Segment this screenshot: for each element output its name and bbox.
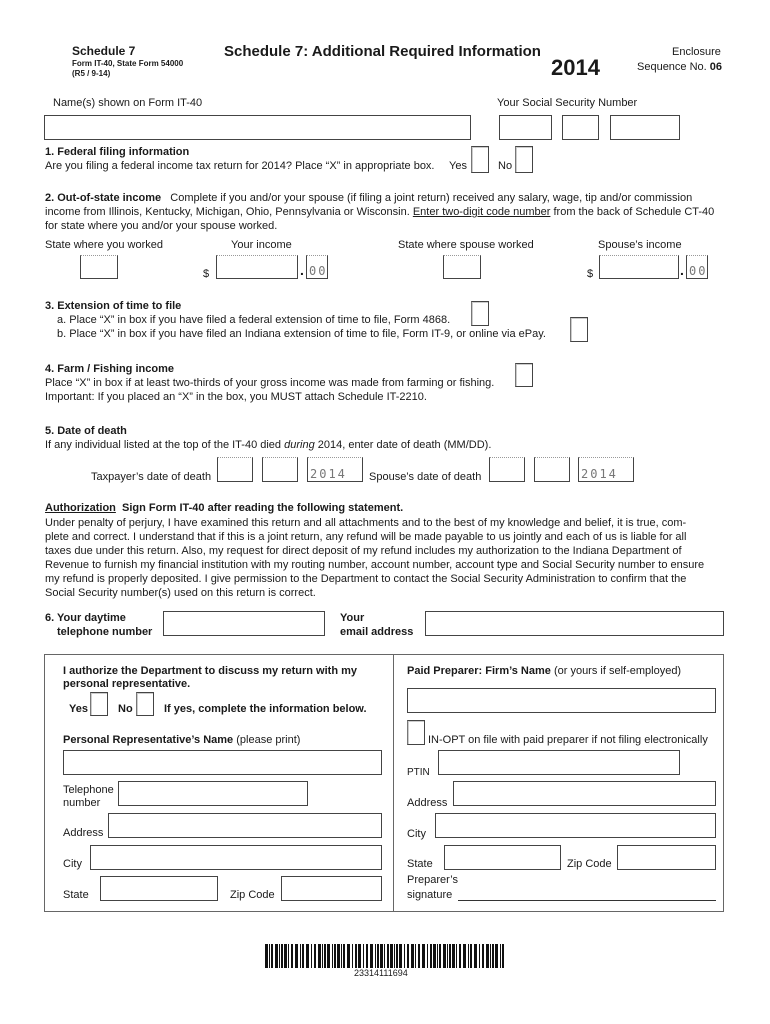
barcode-bar bbox=[490, 944, 491, 968]
authorize-line-1: I authorize the Department to discuss my return with my bbox=[63, 665, 357, 677]
barcode-bar bbox=[300, 944, 301, 968]
spouse-cents-value: 00 bbox=[689, 264, 708, 278]
rep-telephone-label-1: Telephone bbox=[63, 784, 114, 796]
authorize-line-2: personal representative. bbox=[63, 678, 191, 690]
barcode-bar bbox=[355, 944, 357, 968]
rep-no-label: No bbox=[118, 703, 133, 715]
barcode-bar bbox=[291, 944, 293, 968]
ptin-label: PTIN bbox=[407, 767, 430, 778]
rep-no-checkbox[interactable] bbox=[136, 692, 154, 716]
barcode-bar bbox=[363, 944, 364, 968]
barcode-bar bbox=[271, 944, 273, 968]
col-income-label: Your income bbox=[231, 239, 292, 251]
rep-name-field[interactable] bbox=[63, 750, 382, 775]
barcode-bar bbox=[396, 944, 398, 968]
inopt-label: IN-OPT on file with paid preparer if not filing electronically bbox=[428, 734, 708, 746]
barcode-bar bbox=[334, 944, 336, 968]
barcode-bar bbox=[281, 944, 283, 968]
spouse-dollar-sign: $ bbox=[587, 268, 594, 280]
preparer-firm-field[interactable] bbox=[407, 688, 716, 713]
section2-line2: income from Illinois, Kentucky, Michigan, Ohio, Pennsylvania or Wisconsin. Enter two-digit code number from the back of Schedule CT-40 bbox=[45, 206, 715, 218]
barcode-bar bbox=[347, 944, 350, 968]
barcode-bar bbox=[500, 944, 501, 968]
barcode-bar bbox=[443, 944, 446, 968]
preparer-zip-field[interactable] bbox=[617, 845, 716, 870]
spouse-income-field[interactable] bbox=[599, 255, 679, 279]
barcode-bar bbox=[302, 944, 304, 968]
barcode-bar bbox=[387, 944, 389, 968]
col-spouse-income-label: Spouse’s income bbox=[598, 239, 682, 251]
panel-divider bbox=[393, 654, 394, 912]
preparer-signature-label-1: Preparer’s bbox=[407, 874, 458, 886]
barcode-bar bbox=[327, 944, 330, 968]
barcode-bar bbox=[295, 944, 298, 968]
section3-b: b. Place “X” in box if you have filed an Indiana extension of time to file, Form IT-9, or online via ePay. bbox=[57, 328, 546, 340]
section1-no-label: No bbox=[498, 160, 513, 172]
barcode-bar bbox=[375, 944, 376, 968]
spouse-death-month-field[interactable] bbox=[489, 457, 525, 482]
barcode-bar bbox=[265, 944, 268, 968]
preparer-address-label: Address bbox=[407, 797, 448, 809]
section5-title: 5. Date of death bbox=[45, 425, 127, 437]
form-name: Schedule 7 bbox=[72, 44, 136, 58]
phone-label-2: telephone number bbox=[57, 626, 153, 638]
taxpayer-death-month-field[interactable] bbox=[217, 457, 253, 482]
barcode-bar bbox=[284, 944, 287, 968]
cents-value: 00 bbox=[309, 264, 328, 278]
barcode-bar bbox=[411, 944, 414, 968]
section1-yes-label: Yes bbox=[449, 160, 467, 172]
spouse-income-cents-field[interactable] bbox=[686, 255, 708, 279]
barcode-bar bbox=[404, 944, 405, 968]
enclosure-label: Enclosure bbox=[672, 46, 721, 58]
state-code-field[interactable] bbox=[80, 255, 118, 279]
barcode-bar bbox=[482, 944, 484, 968]
rep-yes-label: Yes bbox=[69, 703, 88, 715]
section3-a: a. Place “X” in box if you have filed a federal extension of time to file, Form 4868. bbox=[57, 314, 451, 326]
barcode-bar bbox=[399, 944, 402, 968]
barcode-bar bbox=[384, 944, 385, 968]
rep-yes-checkbox[interactable] bbox=[90, 692, 108, 716]
rep-if-yes: If yes, complete the information below. bbox=[164, 703, 367, 715]
farm-fishing-checkbox[interactable] bbox=[515, 363, 533, 387]
names-label: Name(s) shown on Form IT-40 bbox=[53, 97, 203, 109]
barcode-bar bbox=[479, 944, 480, 968]
taxpayer-year-value: 2014 bbox=[310, 467, 347, 481]
sequence-label: Sequence No. 06 bbox=[637, 61, 723, 73]
preparer-signature-line[interactable] bbox=[458, 900, 716, 901]
barcode-bar bbox=[322, 944, 323, 968]
preparer-zip-label: Zip Code bbox=[567, 858, 612, 870]
barcode-bar bbox=[366, 944, 368, 968]
names-field[interactable] bbox=[44, 115, 471, 140]
barcode-bar bbox=[486, 944, 489, 968]
section5-line1: If any individual listed at the top of the IT-40 died during 2014, enter date of death (MM/DD). bbox=[45, 439, 492, 451]
barcode-bar bbox=[343, 944, 345, 968]
spouse-death-day-field[interactable] bbox=[534, 457, 570, 482]
phone-label-1: 6. Your daytime bbox=[45, 612, 126, 624]
barcode-bar bbox=[459, 944, 461, 968]
barcode-bar bbox=[332, 944, 333, 968]
daytime-phone-field[interactable] bbox=[163, 611, 325, 636]
tax-year: 2014 bbox=[551, 55, 600, 80]
section1-title: 1. Federal filing information bbox=[45, 146, 190, 158]
barcode-bar bbox=[377, 944, 379, 968]
barcode-bar bbox=[306, 944, 309, 968]
ssn-field-1[interactable] bbox=[499, 115, 552, 140]
preparer-state-label: State bbox=[407, 858, 433, 870]
your-income-field[interactable] bbox=[216, 255, 298, 279]
rep-name-label: Personal Representative’s Name (please print) bbox=[63, 734, 301, 746]
email-label-1: Your bbox=[340, 612, 365, 624]
indiana-extension-checkbox[interactable] bbox=[570, 317, 588, 342]
rep-city-field[interactable] bbox=[90, 845, 382, 870]
barcode bbox=[265, 944, 505, 968]
decimal-point: . bbox=[300, 262, 304, 278]
rep-zip-field[interactable] bbox=[281, 876, 382, 901]
taxpayer-death-day-field[interactable] bbox=[262, 457, 298, 482]
col-spouse-state-label: State where spouse worked bbox=[398, 239, 534, 251]
section3-title: 3. Extension of time to file bbox=[45, 300, 182, 312]
section2-line1: 2. Out-of-state income Complete if you and/or your spouse (if filing a joint return) received any salary, wage, tip and/or commission bbox=[45, 192, 693, 204]
barcode-bar bbox=[288, 944, 289, 968]
page-title: Schedule 7: Additional Required Information bbox=[224, 43, 541, 60]
barcode-bar bbox=[390, 944, 393, 968]
ptin-field[interactable] bbox=[438, 750, 680, 775]
section2-line3: for state where you and/or your spouse worked. bbox=[45, 220, 278, 232]
rep-address-label: Address bbox=[63, 827, 104, 839]
ssn-label: Your Social Security Number bbox=[497, 97, 638, 109]
rep-telephone-field[interactable] bbox=[118, 781, 308, 806]
barcode-bar bbox=[314, 944, 316, 968]
spouse-decimal-point: . bbox=[680, 262, 684, 278]
preparer-address-field[interactable] bbox=[453, 781, 716, 806]
rep-state-label: State bbox=[63, 889, 89, 901]
barcode-bar bbox=[474, 944, 477, 968]
barcode-number: 23314111694 bbox=[354, 968, 408, 978]
barcode-bar bbox=[495, 944, 498, 968]
federal-filing-yes-checkbox[interactable] bbox=[471, 146, 489, 173]
barcode-bar bbox=[447, 944, 448, 968]
inopt-checkbox[interactable] bbox=[407, 720, 425, 745]
barcode-bar bbox=[430, 944, 432, 968]
barcode-bar bbox=[394, 944, 395, 968]
preparer-state-field[interactable] bbox=[444, 845, 561, 870]
barcode-bar bbox=[337, 944, 340, 968]
barcode-bar bbox=[433, 944, 436, 968]
form-revision: (R5 / 9-14) bbox=[72, 69, 111, 78]
barcode-bar bbox=[324, 944, 326, 968]
preparer-signature-label-2: signature bbox=[407, 889, 453, 901]
your-income-cents-field[interactable] bbox=[306, 255, 328, 279]
barcode-bar bbox=[279, 944, 280, 968]
rep-address-field[interactable] bbox=[108, 813, 382, 838]
barcode-bar bbox=[468, 944, 469, 968]
taxpayer-death-year-field[interactable] bbox=[307, 457, 363, 482]
section4-title: 4. Farm / Fishing income bbox=[45, 363, 174, 375]
barcode-bar bbox=[463, 944, 466, 968]
barcode-bar bbox=[415, 944, 416, 968]
form-number: Form IT-40, State Form 54000 bbox=[72, 59, 184, 68]
spouse-death-label: Spouse’s date of death bbox=[369, 471, 482, 483]
email-field[interactable] bbox=[425, 611, 724, 636]
section4-line2: Important: If you placed an “X” in the box, you MUST attach Schedule IT-2210. bbox=[45, 391, 427, 403]
barcode-bar bbox=[269, 944, 270, 968]
barcode-bar bbox=[407, 944, 409, 968]
preparer-city-field[interactable] bbox=[435, 813, 716, 838]
authorization-heading: Authorization Sign Form IT-40 after reading the following statement. bbox=[45, 502, 404, 514]
barcode-bar bbox=[422, 944, 425, 968]
barcode-bar bbox=[439, 944, 441, 968]
barcode-bar bbox=[311, 944, 312, 968]
barcode-bar bbox=[370, 944, 373, 968]
barcode-bar bbox=[341, 944, 342, 968]
taxpayer-death-label: Taxpayer’s date of death bbox=[91, 471, 212, 483]
barcode-bar bbox=[318, 944, 321, 968]
barcode-bar bbox=[449, 944, 451, 968]
email-label-2: email address bbox=[340, 626, 414, 638]
section4-line1: Place “X” in box if at least two-thirds of your gross income was made from farming or fishing. bbox=[45, 377, 495, 389]
barcode-bar bbox=[275, 944, 278, 968]
rep-telephone-label-2: number bbox=[63, 797, 101, 809]
barcode-bar bbox=[427, 944, 428, 968]
federal-extension-checkbox[interactable] bbox=[471, 301, 489, 326]
preparer-firm-label: Paid Preparer: Firm’s Name (or yours if self-employed) bbox=[407, 665, 682, 677]
barcode-bar bbox=[502, 944, 504, 968]
ssn-field-2[interactable] bbox=[562, 115, 599, 140]
barcode-bar bbox=[470, 944, 472, 968]
authorization-statement: Under penalty of perjury, I have examined this return and all attachments and to the best of my knowledge and belief, it is true, com- plete and correct. I understand that if this is a joint return, any refund will be made payable to us jointly and each of us is liable for all taxes due under this return. Also, my request for direct deposit of my refund includes my authorization to the Indiana Department of Revenue to furnish my financial institution with my routing number, account number, account type and Social Security number to ensure my refund is properly deposited. I give permission to the Department to contact the Social Security Administration to confirm that the Social Security number(s) used on this return is correct. bbox=[45, 517, 705, 599]
barcode-bar bbox=[352, 944, 353, 968]
rep-city-label: City bbox=[63, 858, 82, 870]
barcode-bar bbox=[456, 944, 457, 968]
barcode-bar bbox=[418, 944, 420, 968]
rep-zip-label: Zip Code bbox=[230, 889, 275, 901]
col-state-label: State where you worked bbox=[45, 239, 164, 251]
spouse-state-code-field[interactable] bbox=[443, 255, 481, 279]
federal-filing-no-checkbox[interactable] bbox=[515, 146, 533, 173]
barcode-bar bbox=[452, 944, 455, 968]
dollar-sign: $ bbox=[203, 268, 210, 280]
rep-state-field[interactable] bbox=[100, 876, 218, 901]
barcode-bar bbox=[492, 944, 494, 968]
preparer-city-label: City bbox=[407, 828, 426, 840]
section1-question: Are you filing a federal income tax return for 2014? Place “X” in appropriate box. bbox=[45, 160, 435, 172]
spouse-death-year-field[interactable] bbox=[578, 457, 634, 482]
barcode-bar bbox=[380, 944, 383, 968]
ssn-field-3[interactable] bbox=[610, 115, 680, 140]
barcode-bar bbox=[437, 944, 438, 968]
spouse-year-value: 2014 bbox=[581, 467, 618, 481]
barcode-bar bbox=[358, 944, 361, 968]
